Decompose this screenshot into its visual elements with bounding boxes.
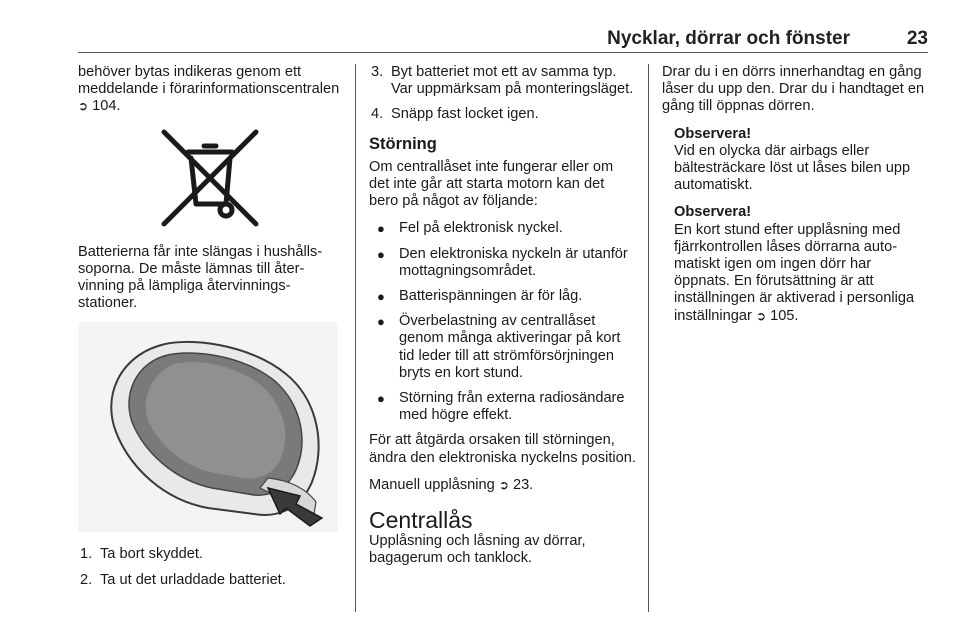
bullet-text: Batterispänningen är för låg. <box>399 288 583 305</box>
note-title: Observera! <box>674 204 752 221</box>
chapter-title: Nycklar, dörrar och fönster <box>607 28 850 49</box>
column-1 <box>78 64 342 597</box>
key-fob-figure <box>78 322 338 532</box>
crossed-out-bin-icon <box>158 126 262 230</box>
step-number: 1. <box>80 546 93 563</box>
list-item <box>369 313 637 382</box>
bullet-icon: ● <box>377 314 385 330</box>
list-item <box>369 390 637 424</box>
step-text: Ta bort skyddet. <box>100 546 204 563</box>
paragraph: Drar du i en dörrs innerhandtag en gång låser du upp den. Drar du i handtaget en gång till öppnas dörren. <box>662 64 925 115</box>
bullet-text: Överbelastning av centrallåset genom många aktiveringar på kort tid leder till att strömförsörjningen bryts en kort stund. <box>399 313 621 381</box>
list-item <box>78 572 342 589</box>
xref-page-link[interactable]: 104. <box>92 98 121 115</box>
paragraph: För att åtgärda orsaken till störningen, ändra den elektroniska nyckelns position. <box>369 432 636 466</box>
step-list <box>369 64 637 124</box>
list-item <box>78 546 342 563</box>
step-number: 2. <box>80 571 93 588</box>
note-text: Vid en olycka där airbags eller bältesträckare löst ut låses bilen upp automatiskt. <box>674 142 911 194</box>
step-text: Byt batteriet mot ett av samma typ. Var uppmärksam på monteringsläget. <box>391 64 634 98</box>
paragraph-text: behöver bytas indikeras genom ett meddelande i förarinformationscentralen <box>78 64 340 98</box>
paragraph <box>369 477 637 494</box>
bullet-icon: ● <box>377 246 385 262</box>
bullet-icon: ● <box>377 221 385 237</box>
list-item <box>369 288 637 305</box>
step-text: Snäpp fast locket igen. <box>391 106 539 123</box>
xref-page-link[interactable]: 105. <box>770 307 799 324</box>
list-item <box>369 106 637 123</box>
page-number: 23 <box>906 28 928 49</box>
note-body <box>674 222 930 325</box>
note-title: Observera! <box>674 125 752 142</box>
step-number: 4. <box>371 106 384 123</box>
bullet-text: Den elektroniska nyckeln är utanför mottagningsområdet. <box>399 245 628 279</box>
xref-arrow-icon: ➲ <box>498 477 509 492</box>
bullet-text: Störning från externa radiosändare med högre effekt. <box>399 390 625 424</box>
paragraph <box>78 64 342 116</box>
step-list <box>78 546 342 588</box>
paragraph: Upplåsning och låsning av dörrar, bagagerum och tanklock. <box>369 533 586 567</box>
column-divider <box>648 64 649 612</box>
list-item <box>369 220 637 237</box>
paragraph: Batterierna får inte slängas i hushållssoporna. De måste lämnas till återvinning på lämpliga återvinningsstationer. <box>78 243 323 312</box>
header-rule <box>78 52 928 53</box>
paragraph-text: Manuell upplåsning <box>369 476 495 493</box>
step-number: 3. <box>371 64 384 80</box>
list-item <box>369 64 637 98</box>
column-2 <box>369 64 637 578</box>
bullet-text: Fel på elektronisk nyckel. <box>399 220 563 237</box>
xref-arrow-icon: ➲ <box>755 308 767 323</box>
paragraph: Om centrallåset inte fungerar eller om det inte går att starta motorn kan det bero på något av följande: <box>369 158 614 210</box>
column-divider <box>355 64 356 612</box>
bullet-icon: ● <box>377 391 385 407</box>
xref-arrow-icon: ➲ <box>78 99 89 114</box>
xref-page-link[interactable]: 23. <box>512 476 534 493</box>
subheading-storning: Störning <box>369 134 437 153</box>
note-text: En kort stund efter upplåsning med fjärrkontrollen låses dörrarna automatiskt igen om ingen dörr har öppnats. En förutsättning är att inställningen är aktiverad i personliga inställningar <box>674 221 915 324</box>
note-block <box>662 126 930 195</box>
section-heading-centrallas: Centrallås <box>369 507 473 534</box>
column-3 <box>662 64 930 335</box>
bullet-list <box>369 220 637 424</box>
bullet-icon: ● <box>377 289 385 305</box>
step-text: Ta ut det urladdade batteriet. <box>100 571 286 588</box>
list-item <box>369 246 637 280</box>
note-block <box>662 204 930 324</box>
